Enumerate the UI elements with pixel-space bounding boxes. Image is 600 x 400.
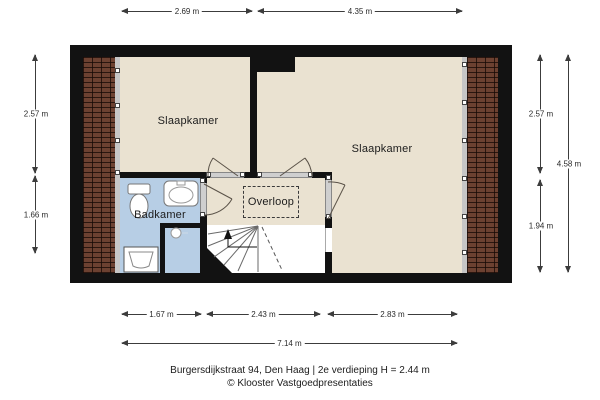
- dimension-label: 4.58 m: [554, 159, 584, 168]
- caption: [0, 365, 600, 390]
- caption-copyright: © Klooster Vastgoedpresentaties: [227, 377, 373, 389]
- headroom-dashed-line: [262, 227, 282, 270]
- dimension-top-right: [258, 7, 462, 17]
- dimension-label: 7.14 m: [274, 339, 304, 348]
- door-swing-icon: [305, 158, 312, 176]
- dimension-left-lower: [23, 176, 49, 253]
- dimension-right-upper: [528, 55, 554, 173]
- room-label-landing: Overloop: [247, 196, 295, 208]
- boiler-icon: [171, 228, 188, 238]
- door-leaf: [328, 185, 345, 219]
- dimension-label: 2.57 m: [526, 110, 556, 119]
- dimension-bottom-total: [122, 339, 457, 349]
- door-leaf: [204, 184, 232, 199]
- door-leaf: [213, 158, 238, 176]
- stairs-walk-line: [228, 239, 257, 247]
- dimension-bottom-2: [207, 310, 320, 320]
- dimension-label: 2.83 m: [377, 310, 407, 319]
- door-swing-icon: [204, 199, 232, 215]
- dimension-label: 4.35 m: [345, 7, 375, 16]
- dimension-label: 1.94 m: [526, 222, 556, 231]
- sink-icon: [164, 181, 198, 206]
- dimension-right-total: [556, 55, 582, 272]
- dimension-bottom-3: [328, 310, 457, 320]
- room-label-left-bedroom: Slaapkamer: [157, 115, 219, 127]
- dimension-label: 2.69 m: [172, 7, 202, 16]
- dimension-right-lower: [528, 180, 554, 272]
- dimension-label: 2.57 m: [21, 110, 51, 119]
- landing-dashed-box: [243, 186, 299, 218]
- dimension-label: 1.67 m: [146, 310, 176, 319]
- dimension-bottom-1: [122, 310, 201, 320]
- dimension-label: 2.43 m: [248, 310, 278, 319]
- door-swing-icon: [328, 182, 345, 185]
- dimension-left-upper: [23, 55, 49, 173]
- door-leaf: [280, 158, 305, 176]
- dimension-top-left: [122, 7, 252, 17]
- room-label-bathroom: Badkamer: [134, 209, 186, 221]
- shower-tray-icon: [124, 247, 158, 272]
- dimension-label: 1.66 m: [21, 210, 51, 219]
- caption-address: Burgersdijkstraat 94, Den Haag | 2e verdieping H = 2.44 m: [170, 365, 430, 376]
- door-swing-icon: [208, 158, 213, 176]
- room-label-right-bedroom: Slaapkamer: [351, 143, 413, 155]
